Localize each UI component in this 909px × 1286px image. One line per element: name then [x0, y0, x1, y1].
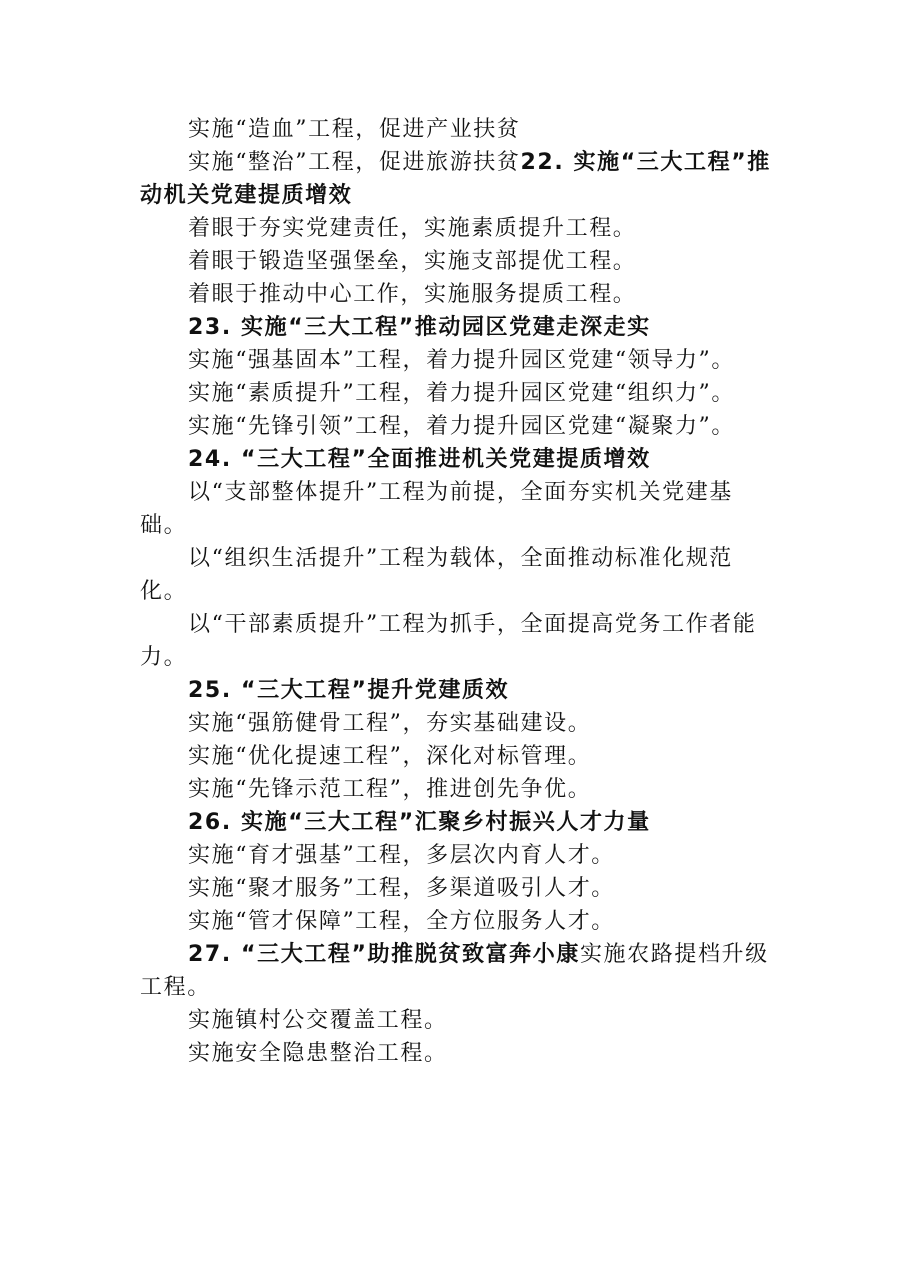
body-line: 实施“管才保障”工程，全方位服务人才。: [188, 909, 615, 934]
body-text: 实施农路提档升级工程。: [140, 942, 769, 1000]
body-line: 着眼于推动中心工作，实施服务提质工程。: [188, 282, 637, 307]
body-line: 实施安全隐患整治工程。: [188, 1041, 448, 1066]
body-paragraph: 实施“强基固本”工程，着力提升园区党建“领导力”。: [188, 348, 735, 373]
body-paragraph: [140, 938, 772, 1004]
section-heading-27: 27. “三大工程”助推脱贫致富奔小康: [188, 942, 580, 967]
body-line: 实施“造血”工程，促进产业扶贫: [188, 117, 521, 142]
body-line: 着眼于锻造坚强堡垒，实施支部提优工程。: [188, 249, 637, 274]
section-heading-22: 22. 实施“三大工程”推动机关党建提质增效: [140, 150, 771, 208]
body-paragraph: 实施“素质提升”工程，着力提升园区党建“组织力”。: [188, 381, 735, 406]
body-line: 实施“优化提速工程”，深化对标管理。: [188, 744, 592, 769]
body-line: 实施“聚才服务”工程，多渠道吸引人才。: [188, 876, 615, 901]
body-line: 着眼于夯实党建责任，实施素质提升工程。: [188, 216, 637, 241]
body-paragraph: 以“支部整体提升”工程为前提，全面夯实机关党建基础。: [140, 480, 733, 538]
section-heading-25: 25. “三大工程”提升党建质效: [188, 678, 510, 703]
section-heading-23: 23. 实施“三大工程”推动园区党建走深走实: [188, 315, 651, 340]
body-line: 实施镇村公交覆盖工程。: [188, 1008, 448, 1033]
body-paragraph: 以“组织生活提升”工程为载体，全面推动标准化规范化。: [140, 546, 733, 604]
body-paragraph: [140, 146, 772, 212]
document-body: [140, 113, 772, 1070]
body-line: 实施“强筋健骨工程”，夯实基础建设。: [188, 711, 592, 736]
body-line: 实施“先锋示范工程”，推进创先争优。: [188, 777, 592, 802]
body-line: 实施“育才强基”工程，多层次内育人才。: [188, 843, 615, 868]
section-heading-26: 26. 实施“三大工程”汇聚乡村振兴人才力量: [188, 810, 651, 835]
body-text: 实施“整治”工程，促进旅游扶贫: [188, 150, 521, 175]
body-paragraph: 以“干部素质提升”工程为抓手，全面提高党务工作者能力。: [140, 612, 757, 670]
section-heading-24: 24. “三大工程”全面推进机关党建提质增效: [188, 447, 651, 472]
body-paragraph: 实施“先锋引领”工程，着力提升园区党建“凝聚力”。: [188, 414, 735, 439]
